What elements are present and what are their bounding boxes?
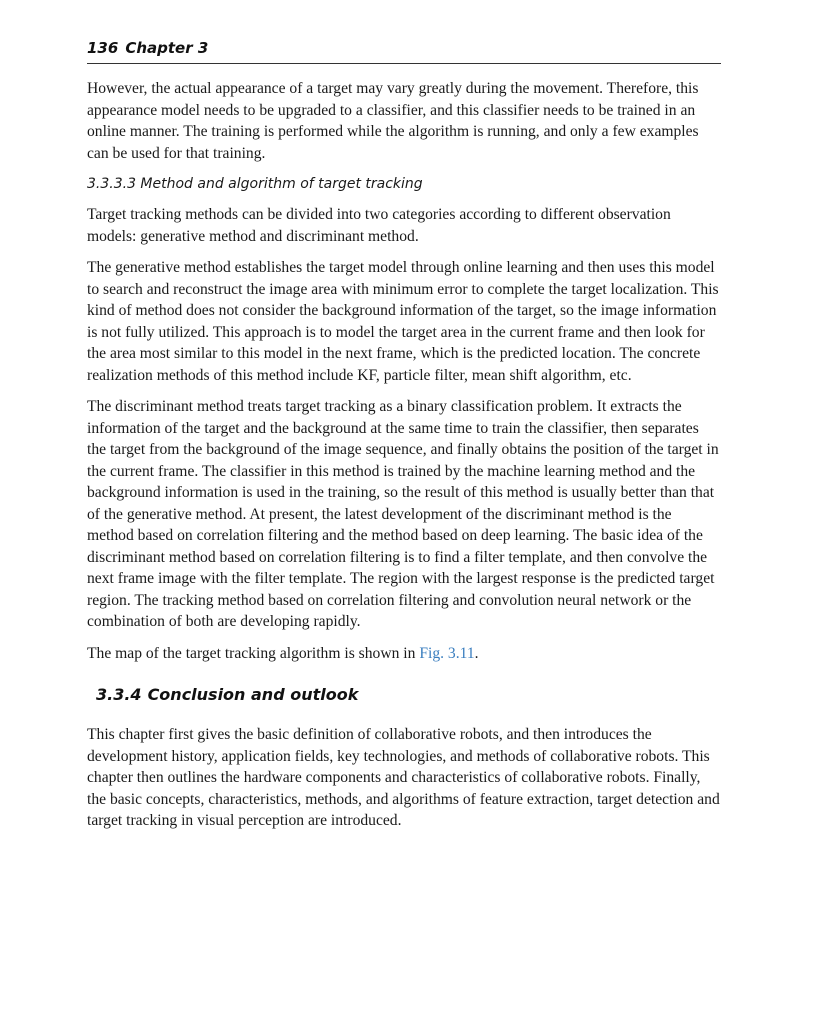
figure-reference-period: . [474,644,479,662]
chapter-label: Chapter 3 [125,39,209,57]
paragraph-figure-reference [87,643,721,665]
section-title: Conclusion and outlook [147,685,359,704]
paragraph-appearance-model: However, the actual appearance of a target may vary greatly during the movement. Therefore, this appearance model needs to be upgraded to a classifier, and this classifier needs to be trained in an online manner. The training is performed while the algorithm is running, and only a few examples can be used for that training. [87,80,699,162]
book-page [87,38,721,842]
running-head [87,38,721,64]
figure-reference-text: The map of the target tracking algorithm is shown in [87,644,420,662]
page-number: 136 [87,39,119,57]
paragraph-tracking-categories: Target tracking methods can be divided into two categories according to different observation models: generative method and discriminant method. [87,206,671,245]
paragraph-discriminant-method: The discriminant method treats target tracking as a binary classification problem. It extracts the information of the target and the background at the same time to train the classifier, then separates the target from the background of the image sequence, and finally obtains the position of the target in the current frame. The classifier in this method is trained by the machine learning method and the background information is used in the training, so the result of this method is usually better than that of the generative method. At present, the latest development of the discriminant method is the method based on correlation filtering and the method based on deep learning. The basic idea of the discriminant method based on correlation filtering is to find a filter template, and then convolve the next frame image with the filter template. The region with the largest response is the predicted target region. The tracking method based on correlation filtering and convolution neural network or the combination of both are developing rapidly. [87,398,719,630]
section-number: 3.3.4 [96,685,142,704]
paragraph-conclusion: This chapter first gives the basic definition of collaborative robots, and then introduces the development history, application fields, key technologies, and methods of collaborative robots. This chapter then outlines the hardware components and characteristics of collaborative robots. Finally, the basic concepts, characteristics, methods, and algorithms of feature extraction, target detection and target tracking in visual perception are introduced. [87,726,720,829]
section-heading-3-3-4 [96,684,721,706]
paragraph-generative-method: The generative method establishes the target model through online learning and then uses this model to search and reconstruct the image area with minimum error to complete the target localization. This kind of method does not consider the background information of the target, so the image information is not fully utilized. This approach is to model the target area in the current frame and then look for the area most similar to this model in the next frame, which is the predicted location. The concrete realization methods of this method include KF, particle filter, mean shift algorithm, etc. [87,259,719,384]
section-heading-3-3-3-3: 3.3.3.3 Method and algorithm of target tracking [87,176,423,192]
figure-3-11-link[interactable]: Fig. 3.11 [419,644,475,662]
